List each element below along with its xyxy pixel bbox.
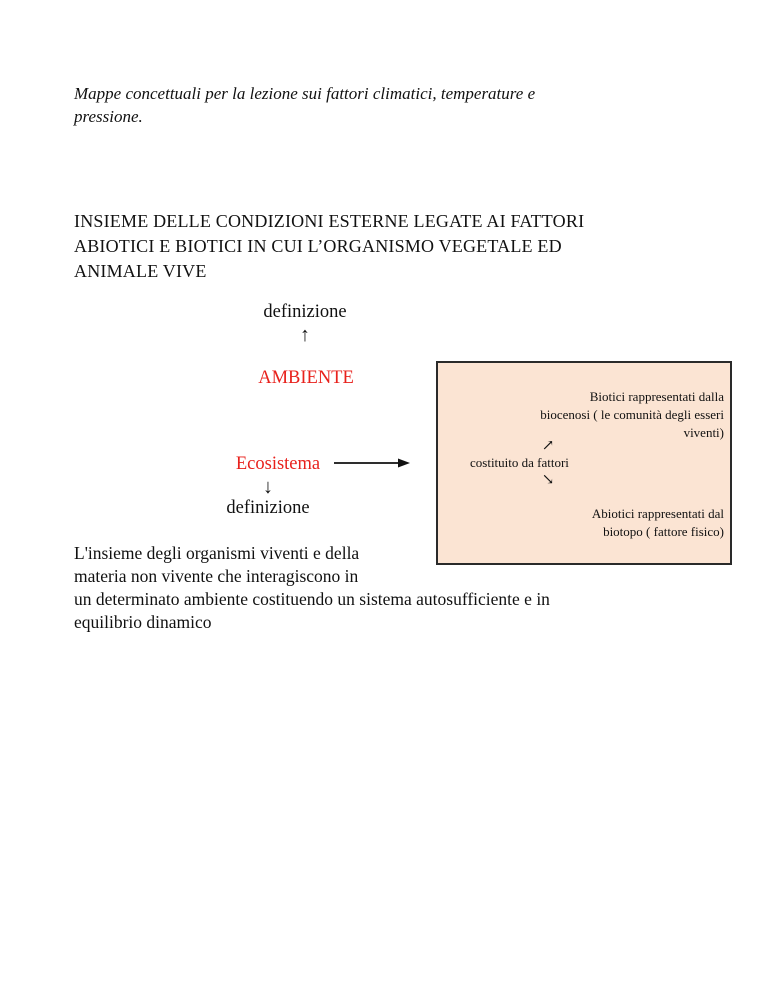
arrow-right-icon [332,455,412,471]
arrow-down-right-icon: ↘ [541,472,555,488]
arrow-up-icon: ↑ [300,324,310,346]
ambiente-concept: AMBIENTE [258,368,354,388]
arrow-down-icon: ↓ [263,476,273,498]
ecosistema-definition-line-1: L'insieme degli organismi viventi e della [74,543,360,563]
intro-line-1: Mappe concettuali per la lezione sui fattori climatici, temperature e [74,84,536,103]
ecosistema-definition-line-3: un determinato ambiente costituendo un sistema autosufficiente e in [74,589,550,609]
biotici-text [444,388,724,442]
abiotici-line-1: Abiotici rappresentati dal [591,506,724,521]
intro-heading [74,82,674,128]
biotici-line-2: biocenosi ( le comunità degli esseri [540,407,724,422]
ambiente-definition-line-3: ANIMALE VIVE [74,261,207,281]
definizione-top-label: definizione [263,302,347,322]
ecosistema-definition-text [74,542,694,634]
costituito-da-fattori-label: costituito da fattori [470,455,569,470]
biotici-line-3: viventi) [683,425,724,440]
ecosistema-definition-line-2: materia non vivente che interagiscono in [74,566,359,586]
ambiente-definition-line-2: ABIOTICI E BIOTICI IN CUI L’ORGANISMO VEGETALE ED [74,236,562,256]
arrow-up-right-icon: ↗ [541,438,555,454]
abiotici-line-2: biotopo ( fattore fisico) [603,524,724,539]
intro-line-2: pressione. [74,107,143,126]
biotici-line-1: Biotici rappresentati dalla [589,389,724,404]
factors-box [436,361,732,565]
ambiente-definition-text [74,209,714,284]
abiotici-text [444,505,724,541]
ecosistema-definition-line-4: equilibrio dinamico [74,612,212,632]
ecosistema-concept: Ecosistema [235,454,321,474]
ambiente-definition-line-1: INSIEME DELLE CONDIZIONI ESTERNE LEGATE AI FATTORI [74,211,585,231]
definizione-bottom-label: definizione [226,498,310,518]
